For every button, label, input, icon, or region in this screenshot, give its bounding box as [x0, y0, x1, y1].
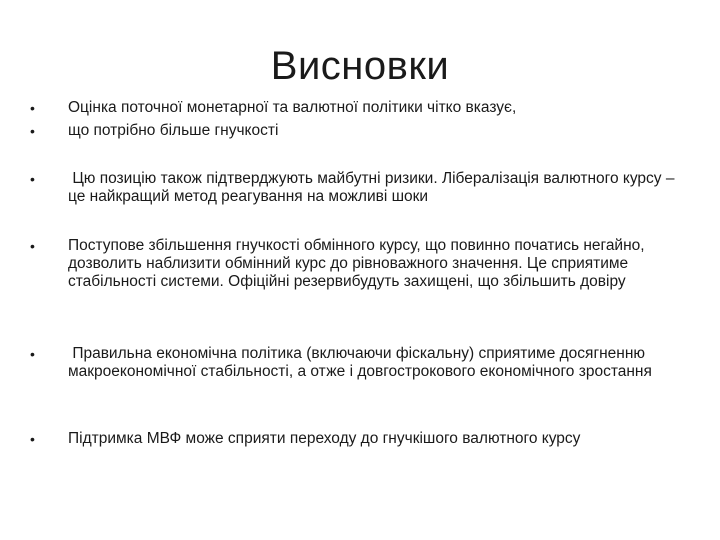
bullet-text: Правильна економічна політика (включаючи фіскальну) сприятиме досягненню макроекономічної стабільності, а отже і довгострокового економічного зростання	[68, 345, 652, 380]
bullet-text: Оцінка поточної монетарної та валютної політики чітко вказує,	[68, 99, 517, 116]
bullet-item	[30, 122, 690, 140]
bullet-marker: •	[30, 100, 35, 116]
bullet-marker: •	[30, 238, 35, 254]
slide-title: Висновки	[270, 44, 450, 88]
bullet-marker: •	[30, 171, 35, 187]
bullet-text: Підтримка МВФ може сприяти переходу до гнучкішого валютного курсу	[68, 430, 581, 447]
bullet-text: Поступове збільшення гнучкості обмінного курсу, що повинно початись негайно, дозволить наблизити обмінний курс до рівноважного значення. Це сприятиме стабільності системи. Офіційні резервибудуть захищені, що збільшить довіру	[68, 237, 649, 290]
bullet-marker: •	[30, 346, 35, 362]
bullet-item	[30, 99, 690, 117]
bullet-marker: •	[30, 123, 35, 139]
bullet-item	[30, 237, 690, 291]
bullet-text: що потрібно більше гнучкості	[68, 122, 279, 139]
bullet-text: Цю позицію також підтверджують майбутні ризики. Лібералізація валютного курсу – це найкращий метод реагування на можливі шоки	[68, 170, 679, 205]
bullet-marker: •	[30, 431, 35, 447]
bullet-item	[30, 170, 690, 206]
bullet-item	[30, 345, 690, 381]
bullet-item	[30, 430, 690, 448]
